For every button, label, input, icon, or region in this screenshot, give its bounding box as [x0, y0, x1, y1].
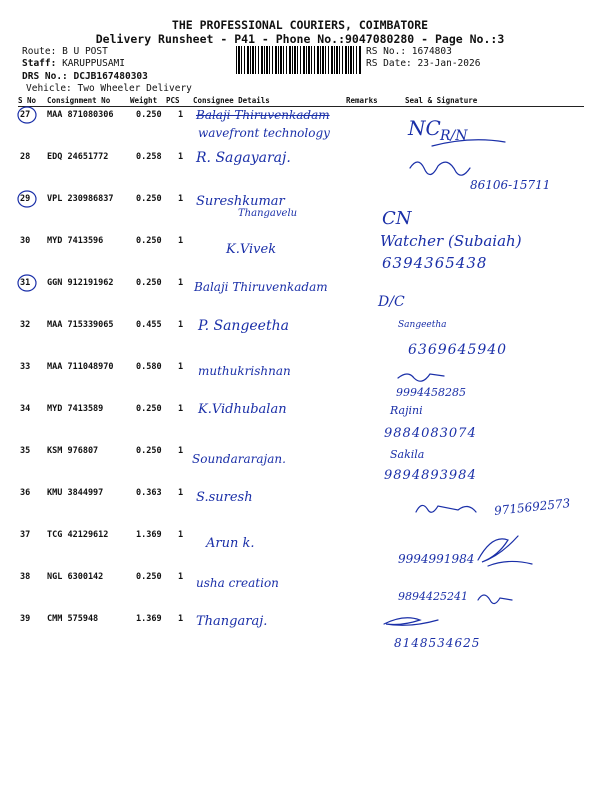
row-31-signature: D/C [378, 294, 405, 310]
col-pcs: PCS [166, 96, 180, 105]
row-28-sno: 28 [20, 152, 31, 162]
row-32-signature-line2: 6369645940 [408, 342, 508, 358]
row-29-consignee-line2: Thangavelu [238, 208, 298, 219]
row-27-pcs: 1 [178, 110, 184, 120]
row-35-signature-line2: 9894893984 [384, 468, 477, 483]
rs-no-line: RS No.: 1674803 [366, 46, 452, 57]
row-27-signature-underline [432, 140, 505, 146]
row-29-consignee-line1: Sureshkumar [196, 194, 285, 209]
row-32-weight: 0.455 [136, 320, 162, 330]
row-30-sno: 30 [20, 236, 31, 246]
row-33-sno: 33 [20, 362, 31, 372]
rs-date-value: 23-Jan-2026 [417, 58, 481, 69]
row-36-signature-scribble [416, 505, 476, 512]
row-37-signature-scribble [478, 536, 532, 566]
runsheet-subtitle: Delivery Runsheet - P41 - Phone No.:9047080280 - Page No.:3 [95, 32, 505, 46]
row-31-circle-mark [18, 275, 36, 291]
rs-no-value: 1674803 [411, 46, 452, 57]
row-33-signature: 9994458285 [396, 386, 466, 399]
col-consignee: Consignee Details [193, 96, 270, 105]
row-37-signature: 9994991984 [398, 552, 475, 566]
row-29-circle-mark [18, 191, 36, 207]
row-30-pcs: 1 [178, 236, 184, 246]
row-30-signature-line1: Watcher (Subaiah) [380, 232, 522, 250]
row-34-sno: 34 [20, 404, 31, 414]
row-28-consignee: R. Sagayaraj. [196, 150, 291, 166]
row-34-weight: 0.250 [136, 404, 162, 414]
row-36-weight: 0.363 [136, 488, 162, 498]
row-31-pcs: 1 [178, 278, 184, 288]
row-37-weight: 1.369 [136, 530, 162, 540]
drs-line: DRS No.: DCJB167480303 [22, 71, 148, 82]
col-remarks: Remarks [346, 96, 378, 105]
drs-value: DCJB167480303 [73, 71, 148, 82]
row-30-weight: 0.250 [136, 236, 162, 246]
rs-date-line: RS Date: 23-Jan-2026 [366, 58, 481, 69]
col-sno: S No [18, 96, 37, 105]
row-29-weight: 0.250 [136, 194, 162, 204]
vehicle-line: Vehicle: Two Wheeler Delivery [26, 83, 192, 94]
row-37-consignee: Arun k. [206, 536, 255, 551]
company-title: THE PROFESSIONAL COURIERS, COIMBATORE [171, 18, 429, 32]
row-38-weight: 0.250 [136, 572, 162, 582]
row-27-signature-line1: NC [408, 116, 441, 140]
row-35-pcs: 1 [178, 446, 184, 456]
row-27-signature-line2: R/N [440, 128, 468, 144]
row-36-signature: 9715692573 [493, 496, 571, 518]
row-35-signature-line1: Sakila [390, 448, 425, 461]
row-37-pcs: 1 [178, 530, 184, 540]
row-33-consignee: muthukrishnan [198, 364, 291, 378]
row-30-signature-line2: 6394365438 [382, 254, 488, 272]
row-34-signature-line2: 9884083074 [384, 426, 477, 441]
row-35-sno: 35 [20, 446, 31, 456]
staff-line: Staff: KARUPPUSAMI [22, 58, 125, 69]
row-39-sno: 39 [20, 614, 31, 624]
row-33-pcs: 1 [178, 362, 184, 372]
row-27-consignee-line2: wavefront technology [198, 126, 330, 140]
row-38-signature-scribble [478, 595, 512, 604]
row-38-consignee: usha creation [196, 576, 279, 590]
route-value: B U POST [62, 46, 108, 57]
row-37-sno: 37 [20, 530, 31, 540]
row-36-sno: 36 [20, 488, 31, 498]
row-39-pcs: 1 [178, 614, 184, 624]
row-31-weight: 0.250 [136, 278, 162, 288]
row-39-consignment: CMM 575948 [47, 614, 99, 624]
row-39-signature-scribble [384, 618, 438, 626]
row-33-consignment: MAA 711048970 [47, 362, 114, 372]
row-31-sno: 31 [20, 278, 31, 288]
row-38-pcs: 1 [178, 572, 184, 582]
row-31-consignee: Balaji Thiruvenkadam [194, 280, 328, 294]
row-32-pcs: 1 [178, 320, 184, 330]
row-28-pcs: 1 [178, 152, 184, 162]
row-33-signature-scribble [398, 374, 444, 381]
row-27-consignment: MAA 871080306 [47, 110, 114, 120]
row-28-weight: 0.258 [136, 152, 162, 162]
row-35-consignment: KSM 976807 [47, 446, 99, 456]
row-38-sno: 38 [20, 572, 31, 582]
row-29-consignment: VPL 230986837 [47, 194, 114, 204]
row-34-pcs: 1 [178, 404, 184, 414]
row-27-consignee-line1: Balaji Thiruvenkadam [196, 108, 330, 122]
row-36-pcs: 1 [178, 488, 184, 498]
vehicle-value: Two Wheeler Delivery [77, 83, 192, 94]
row-27-circle-mark [18, 107, 36, 123]
row-27-sno: 27 [20, 110, 31, 120]
col-consignment: Consignment No [47, 96, 111, 105]
row-29-signature: CN [382, 208, 412, 229]
row-36-consignee: S.suresh [196, 490, 253, 505]
row-28-signature: 86106-15711 [470, 178, 551, 192]
row-31-consignment: GGN 912191962 [47, 278, 114, 288]
row-29-sno: 29 [20, 194, 31, 204]
row-39-consignee: Thangaraj. [196, 614, 268, 629]
row-32-sno: 32 [20, 320, 31, 330]
row-30-consignee: K.Vivek [226, 242, 277, 257]
row-39-weight: 1.369 [136, 614, 162, 624]
row-36-consignment: KMU 3844997 [47, 488, 104, 498]
row-34-consignee: K.Vidhubalan [198, 402, 287, 417]
row-32-consignment: MAA 715339065 [47, 320, 114, 330]
row-32-signature-line1: Sangeetha [398, 320, 447, 330]
row-28-consignment: EDQ 24651772 [47, 152, 109, 162]
row-35-weight: 0.250 [136, 446, 162, 456]
row-30-consignment: MYD 7413596 [47, 236, 104, 246]
row-34-consignment: MYD 7413589 [47, 404, 104, 414]
row-34-signature-line1: Rajini [390, 404, 423, 417]
route-line: Route: B U POST [22, 46, 108, 57]
col-weight: Weight [130, 96, 158, 105]
row-27-weight: 0.250 [136, 110, 162, 120]
col-seal-signature: Seal & Signature [405, 96, 478, 105]
row-37-consignment: TCG 42129612 [47, 530, 109, 540]
staff-value: KARUPPUSAMI [62, 58, 125, 69]
row-28-signature-scribble [410, 162, 470, 175]
row-33-weight: 0.580 [136, 362, 162, 372]
row-32-consignee: P. Sangeetha [198, 318, 289, 334]
row-38-consignment: NGL 6300142 [47, 572, 104, 582]
row-38-signature: 9894425241 [398, 590, 468, 603]
row-39-signature: 8148534625 [394, 636, 481, 650]
row-29-pcs: 1 [178, 194, 184, 204]
row-35-consignee: Soundararajan. [192, 452, 286, 466]
